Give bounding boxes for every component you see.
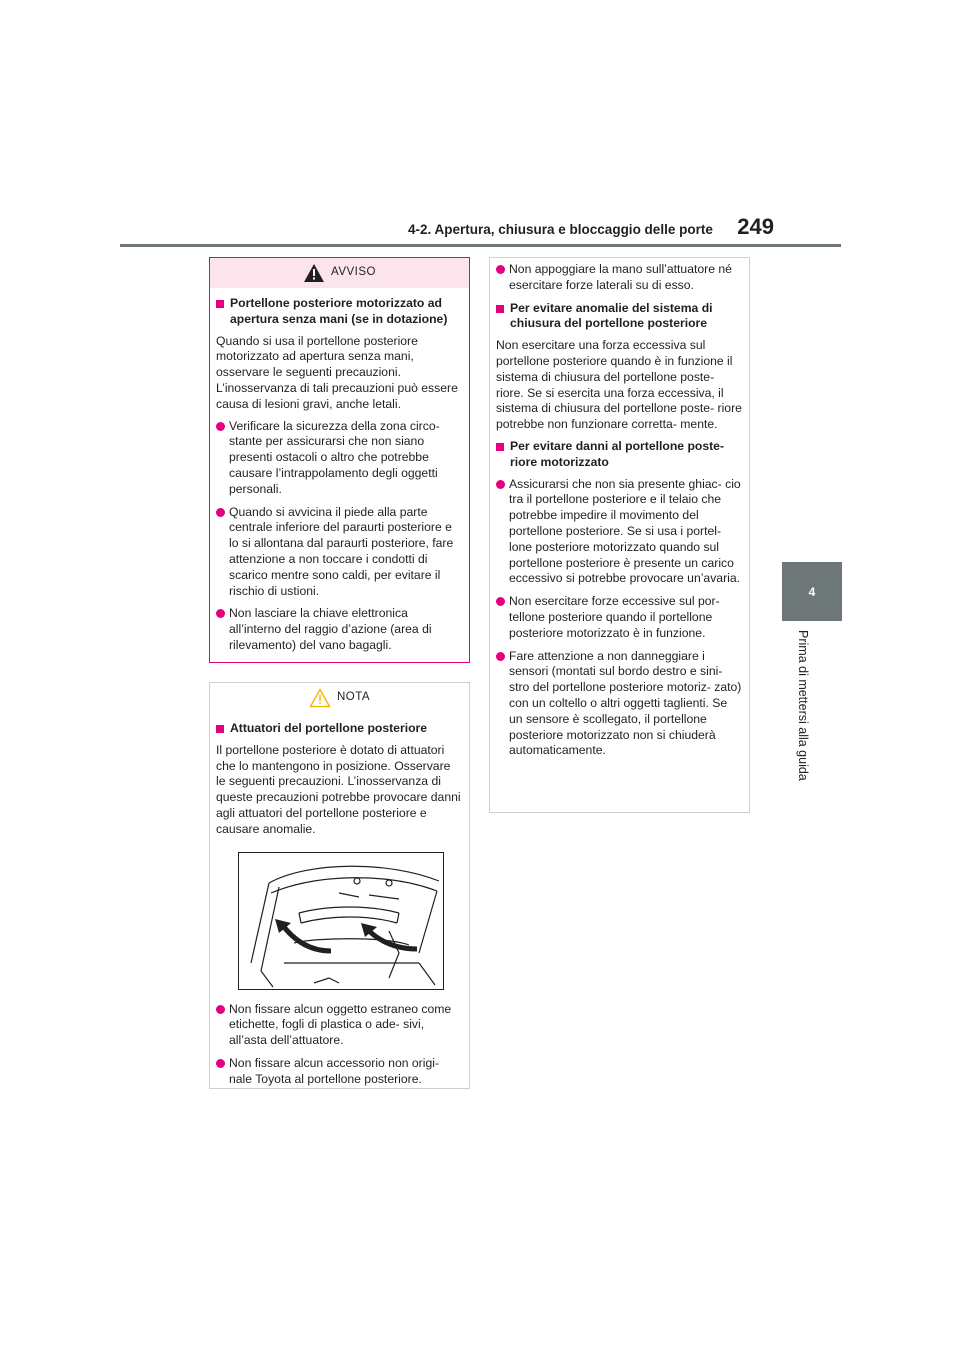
section-header-title: 4-2. Apertura, chiusura e bloccaggio delle porte [408, 222, 713, 237]
note-intro: Il portellone posteriore è dotato di attuatori che lo mantengono in posizione. Osservare le seguenti precauzioni. L’inosservanza di queste precauzioni potrebbe provocare danni agli attuatori del portellone posteriore e causare anomalie. [216, 742, 461, 836]
tailgate-lock-text: Non esercitare una forza eccessiva sul portellone posteriore quando è in funzione il sistema di chiusura del portellone poste- riore. Se si esercita una forza eccessiva, il sistema di chiusura del portellone poste- riore potrebbe non funzionare corretta- mente. [496, 338, 742, 432]
warning-section-title: Portellone posteriore motorizzato ad apertura senza mani (se in dotazione) [216, 296, 463, 328]
list-item: Quando si avvicina il piede alla parte centrale inferiore del paraurti posteriore e lo si allontana dal paraurti posteriore, fare attenzione a non toccare i condotti di scarico mentre sono caldi, per evitare il rischio di ustioni. [216, 505, 463, 600]
list-item: Assicurarsi che non sia presente ghiac- cio tra il portellone posteriore e il telaio che potrebbe impedire il movimento del portellone posteriore. Se si usa i portel- lone posteriore motorizzato quando sul portellone posteriore è presente un carico eccessivo si potrebbe provocare un’avaria. [496, 477, 743, 588]
note-box [209, 682, 470, 1089]
header-divider [120, 244, 841, 247]
list-item: Non fissare alcun oggetto estraneo come etichette, fogli di plastica o ade- sivi, all’asta dell’attuatore. [216, 1002, 463, 1049]
warning-label: AVVISO [331, 266, 376, 279]
list-item: Non appoggiare la mano sull’attuatore né esercitare forze laterali su di esso. [496, 262, 743, 294]
warning-intro: Quando si usa il portellone posteriore motorizzato ad apertura senza mani, osservare le seguenti precauzioni. L’inosservanza di tali precauzioni può essere causa di lesioni gravi, anche letali. [216, 333, 458, 411]
round-bullet-icon [216, 1059, 225, 1068]
round-bullet-icon [216, 1005, 225, 1014]
round-bullet-icon [216, 609, 225, 618]
round-bullet-icon [216, 508, 225, 517]
square-bullet-icon [216, 725, 224, 733]
list-item: Non fissare alcun accessorio non origi- nale Toyota al portellone posteriore. [216, 1056, 463, 1088]
note-continuation-box [489, 257, 750, 813]
chapter-tab [782, 562, 842, 621]
caution-triangle-icon [309, 688, 331, 708]
round-bullet-icon [496, 480, 505, 489]
page-number: 249 [737, 214, 774, 239]
note-section-title: Attuatori del portellone posteriore [216, 721, 463, 737]
power-tailgate-section-title: Per evitare danni al portellone poste- riore motorizzato [496, 439, 743, 471]
list-item: Fare attenzione a non danneggiare i sensori (montati sul bordo destro e sini- stro del portellone posteriore motoriz- zato) con un coltello o altri oggetti taglienti. Se un sensore è scollegato, il portellone posteriore motorizzato non si chiuderà automaticamente. [496, 649, 743, 760]
square-bullet-icon [496, 305, 504, 313]
list-item: Verificare la sicurezza della zona circo- stante per assicurarsi che non siano presenti ostacoli o altro che potrebbe causare l’intrappolamento degli oggetti personali. [216, 419, 463, 498]
warning-box-header [210, 258, 469, 288]
round-bullet-icon [496, 265, 505, 274]
chapter-number: 4 [808, 584, 816, 599]
warning-box [209, 257, 470, 663]
note-box-header [210, 683, 469, 713]
round-bullet-icon [496, 652, 505, 661]
tailgate-lock-section-title: Per evitare anomalie del sistema di chiusura del portellone posteriore [496, 301, 743, 333]
note-label: NOTA [336, 691, 371, 704]
round-bullet-icon [216, 422, 225, 431]
square-bullet-icon [496, 443, 504, 451]
chapter-title: Prima di mettersi alla guida [796, 630, 810, 781]
list-item: Non lasciare la chiave elettronica all’interno del raggio d’azione (area di rilevamento) del vano bagagli. [216, 606, 463, 653]
square-bullet-icon [216, 300, 224, 308]
warning-triangle-icon [303, 263, 325, 283]
list-item: Non esercitare forze eccessive sul por- tellone posteriore quando il portellone posteriore motorizzato è in funzione. [496, 594, 743, 641]
round-bullet-icon [496, 597, 505, 606]
tailgate-actuators-illustration [238, 852, 444, 990]
